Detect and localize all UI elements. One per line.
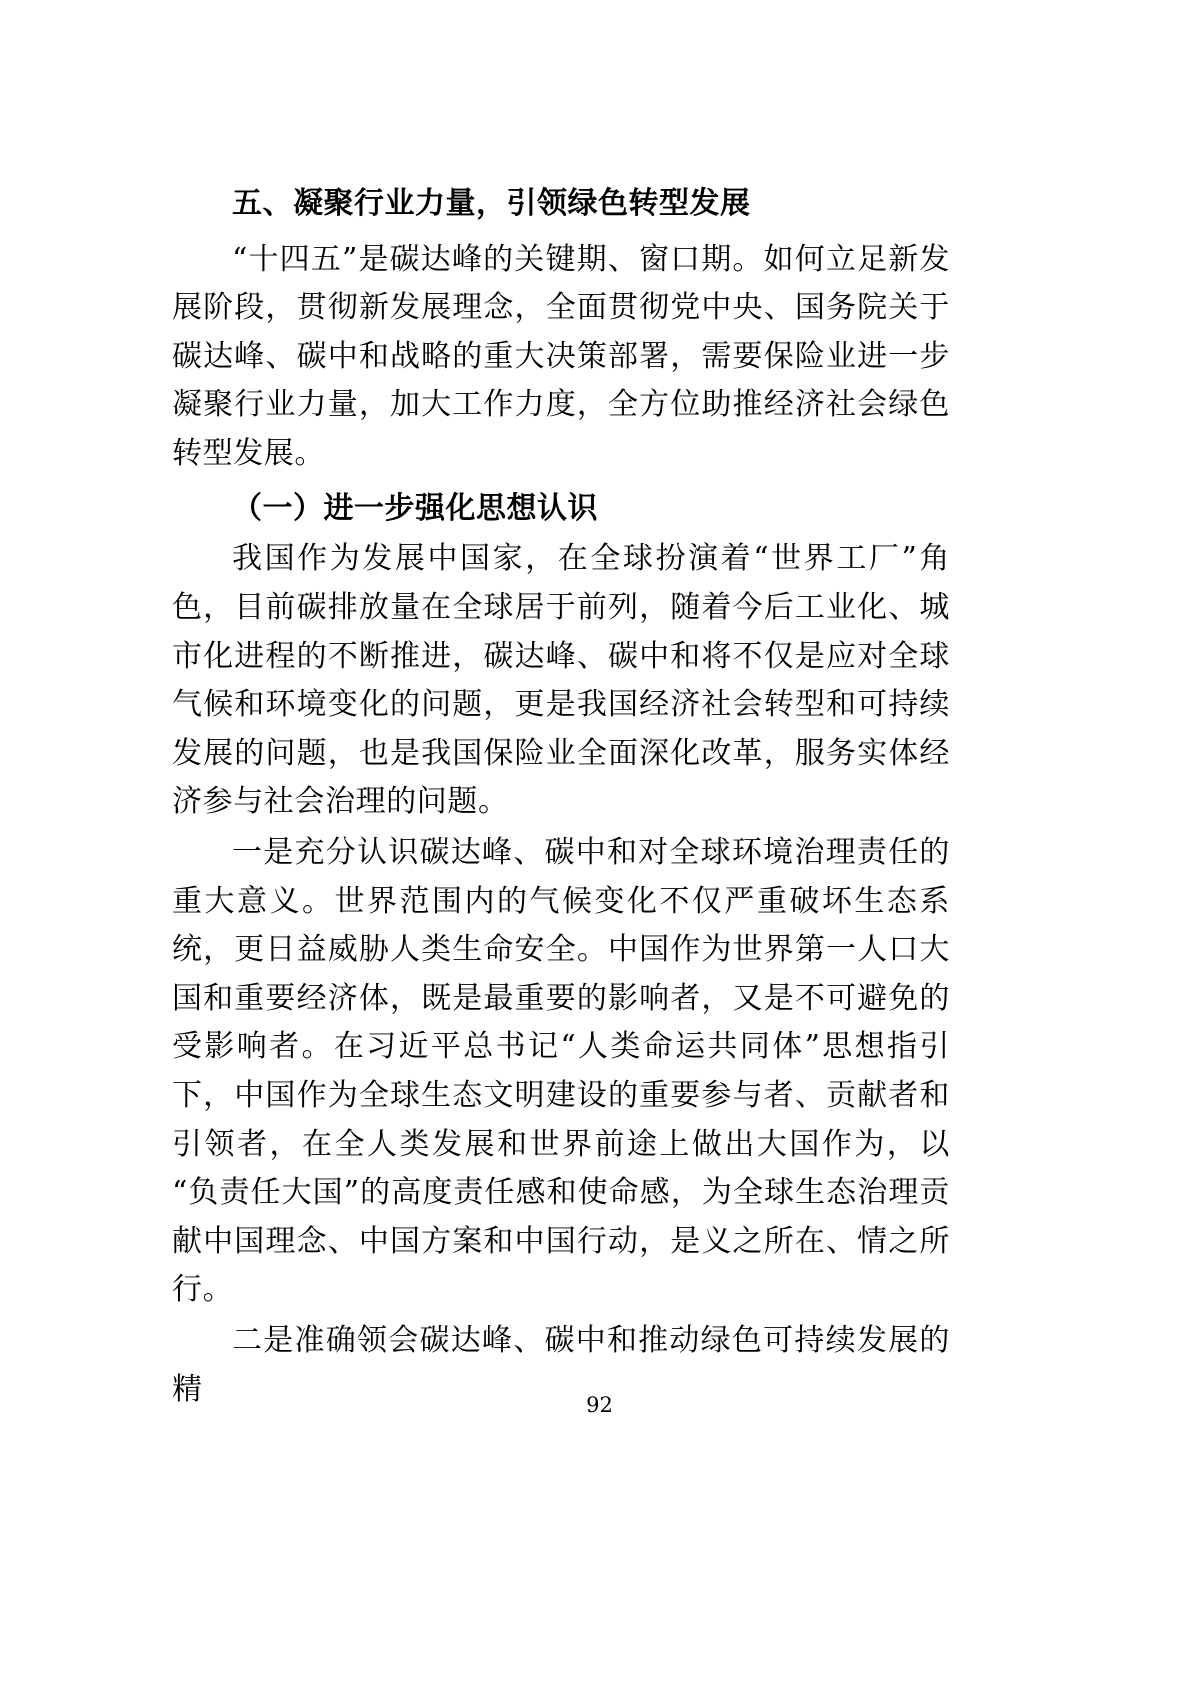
paragraph-4: 二是准确领会碳达峰、碳中和推动绿色可持续发展的精 [172,1322,950,1407]
subsection-heading: （一）进一步强化思想认识 [232,491,598,527]
paragraph-1: “十四五”是碳达峰的关键期、窗口期。如何立足新发展阶段，贯彻新发展理念，全面贯彻党中央、国务院关于碳达峰、碳中和战略的重大决策部署，需要保险业进一步凝聚行业力量，加大工作力度，全方位助推经济社会绿色转型发展。 [172,241,950,471]
page-number: 92 [586,1393,613,1417]
paragraph-2: 我国作为发展中国家，在全球扮演着“世界工厂”角色，目前碳排放量在全球居于前列，随着今后工业化、城市化进程的不断推进，碳达峰、碳中和将不仅是应对全球气候和环境变化的问题，更是我国经济社会转型和可持续发展的问题，也是我国保险业全面深化改革，服务实体经济参与社会治理的问题。 [172,541,950,820]
section-heading: 五、凝聚行业力量，引领绿色转型发展 [232,186,751,221]
paragraph-3: 一是充分认识碳达峰、碳中和对全球环境治理责任的重大意义。世界范围内的气候变化不仅严重破坏生态系统，更日益威胁人类生命安全。中国作为世界第一人口大国和重要经济体，既是最重要的影响者，又是不可避免的受影响者。在习近平总书记“人类命运共同体”思想指引下，中国作为全球生态文明建设的重要参与者、贡献者和引领者，在全人类发展和世界前途上做出大国作为，以“负责任大国”的高度责任感和使命感，为全球生态治理贡献中国理念、中国方案和中国行动，是义之所在、情之所行。 [172,835,950,1308]
page-content [172,182,950,1416]
